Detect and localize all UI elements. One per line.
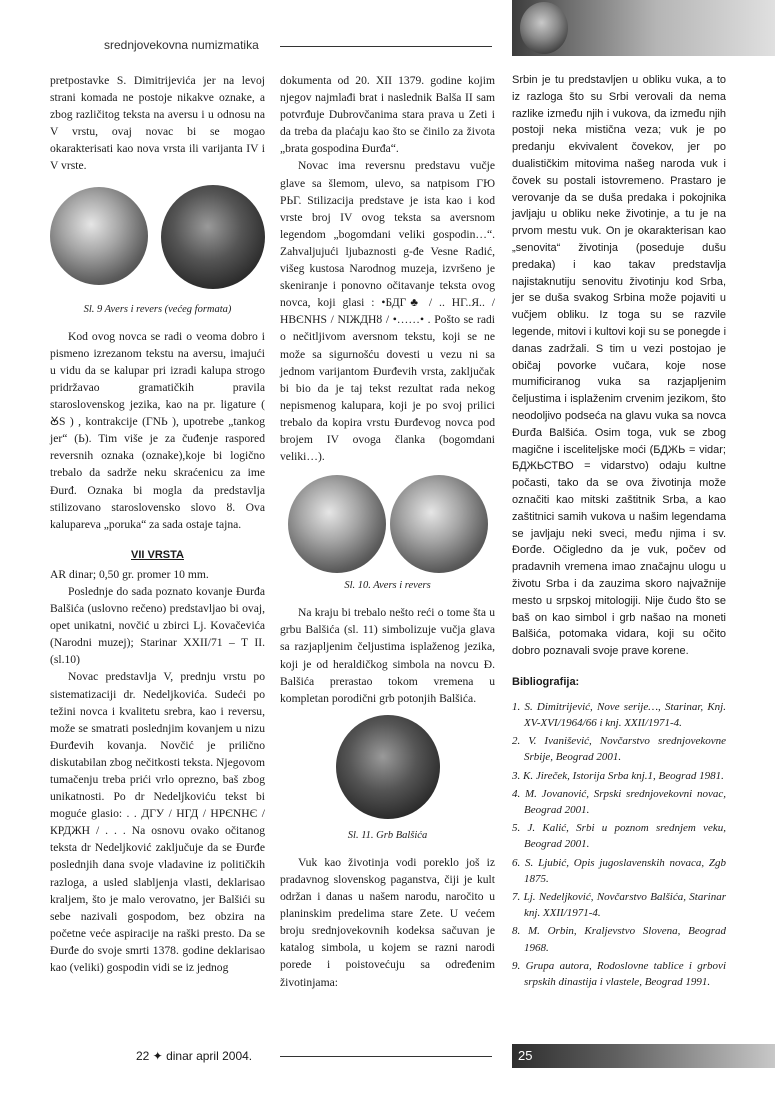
paragraph: pretpostavke S. Dimitrijevića jer na levoj strani komada ne postoje nikakve oznake, a zbog različitog teksta na aversu i u odnosu na V vrstu, ovaj novac bi se mogao okarakterisati kao nova vrsta ili varijanta IV i V vrste. <box>50 74 265 173</box>
bibliography-item: 6. S. Ljubić, Opis jugoslavenskih novaca, Zgb 1875. <box>512 856 726 885</box>
figure-caption: Sl. 11. Grb Balšića <box>347 829 428 841</box>
header-rule <box>280 46 492 47</box>
footer-rule <box>280 1056 492 1057</box>
figure-11 <box>280 711 495 823</box>
coin-revers-image <box>390 475 488 573</box>
bibliography-list <box>512 699 726 990</box>
coin-avers-image <box>288 475 386 573</box>
bibliography-item: 7. Lj. Nedeljković, Novčarstvo Balšića, Starinar knj. XXII/1971-4. <box>512 890 726 920</box>
figure-caption: Sl. 10. Avers i revers <box>344 580 431 592</box>
coin-revers-image <box>161 185 265 289</box>
paragraph: AR dinar; 0,50 gr. promer 10 mm. <box>50 567 209 581</box>
figure-9 <box>50 179 265 297</box>
paragraph: Srbin je tu predstavljen u obliku vuka, a to iz razloga što su Srbi verovali da nema razlike između njih i vukova, da između njih postoji neka mistična veza; vuk je po predanju ekvivalent čovekov, jer po dualističkim mitovima našeg naroda vuk i čovek su postali istovremeno. Prastaro je verovanje da se duša predaka i pokojnika javljaju u obliku neke životinje, a tu je na prvom mestu vuk. On je okarakterisan kao „senovita“ životinja (poseduje dušu predaka) i kao takav predstavlja najistaknutiju senovitu životinju kod Srba, jer se duša svakog Srbina može pojaviti u vučjem obliku. Iz toga su se razvile legende, mitovi i kultovi koji su se ponegde i danas zadržali. S tim u vezi postojao je običaj povorke vučara, koje nose mumificiranog vuka sa razjapljenim čeljustima i isplaženim crvenim jezikom, što neodoljivo podseća na glavu vuka sa novca Đurđa Balšića. Osim toga, vuk se zbog magične i isceliteljske moći (БДЖЬ = vidar; БДЖЬСТВО = vidarstvo) odaju kultne počasti, tako da se ova životinja može označiti kao mitski zaštitnik Srba, a kao zaštitnici samih vukova u našim legendama se javljaju neki sveci, među njima i sv. Đorđe. Očigledno da je vuk, počev od pradavnih vremena imao značajnu ulogu u životu Srba i da zauzima skoro najvažnije mesto u srpskoj mitologiji. Nije čudo što se baš on kao simbol i grb našao na moneti Balšića, potomaka vidara, koji su očito dobro poznavali svoje prave korene. <box>512 74 727 658</box>
paragraph: Na kraju bi trebalo nešto reći o tome šta u grbu Balšića (sl. 11) simbolizuje vučja glava sa razjapljenim čeljustima isplaženog jezika, koji je od heraldičkog simbola na novcu Đ. Balšića prerastao tokom vremena u kompletan porodični grb potonjih Balšića. <box>280 606 495 705</box>
figure-caption: Sl. 9 Avers i revers (većeg formata) <box>83 303 232 315</box>
bibliography-item: 9. Grupa autora, Rodoslovne tablice i grbovi srpskih dinastija i vlastele, Beograd 1991. <box>512 959 726 988</box>
column-1 <box>50 72 265 976</box>
footer-page-info: 22 ✦ dinar april 2004. <box>136 1049 253 1063</box>
paragraph: Novac predstavlja V, prednju vrstu po sistematizaciji dr. Nedeljkovića. Sudeći po težini novca i kvalitetu srebra, kao i reversu, može se smatrati poslednjim kovanjem u nizu Đurđevih kovanja. Novčić je prilično diskutabilan zbog nečitkosti teksta. Njegovom tumačenju treba prići vrlo oprezno, baš zbog unikatnosti. Po dr Nedeljkoviću tekst bi moguće glasio: . . ДГУ / НГД / НРЄNНЄ / КРДЖН / . . . Na osnovu ovako očitanog teksta dr Nedeljković zaključuje da se Đurđe poslednjih dana svoje vladavine iz političkih razloga, a usled slabljenja vlasti, deklarisao kraljem, što je malo verovatno, jer Balšići su sebe nazivali gospodom, bez obzira na početne veće aspiracije na raški presto. Da se Đurđe do svoje smrti 1378. godine deklarisao kao (veliki) gospodin vidi se iz jednog <box>50 670 265 975</box>
bibliography-heading: Bibliografija: <box>512 675 580 688</box>
column-3 <box>512 72 726 992</box>
bibliography-item: 3. K. Jireček, Istorija Srba knj.1, Beograd 1981. <box>512 769 724 782</box>
bibliography-item: 2. V. Ivanišević, Novčarstvo srednjovekovne Srbije, Beograd 2001. <box>512 735 726 764</box>
bibliography-item: 8. M. Orbin, Kraljevstvo Slovena, Beograd 1968. <box>512 925 726 954</box>
footer-band <box>512 1044 775 1068</box>
coat-of-arms-coin-image <box>336 715 440 819</box>
coin-avers-image <box>50 187 148 285</box>
paragraph: Vuk kao životinja vodi poreklo još iz pradavnog slovenskog paganstva, čiji je kult održan i danas u našem narodu, naročito u planinskim predelima stare Zete. U većem broju srednjovekovnih kodeksa sačuvan je katalog simbola, u kojem se razni narodi porede i poistovećuju sa određenim životinjama: <box>280 855 495 989</box>
page-number: 25 <box>518 1048 533 1063</box>
figure-10 <box>280 469 495 573</box>
column-2 <box>280 72 495 991</box>
section-heading: VII VRSTA <box>131 548 184 561</box>
bibliography-item: 4. M. Jovanović, Srpski srednjovekovni novac, Beograd 2001. <box>512 787 726 816</box>
header-coin-image <box>520 2 568 54</box>
paragraph: Poslednje do sada poznato kovanje Đurđa Balšića (uslovno rečeno) predstavljao bi ovaj, opet unikatni, novčić u zbirci Lj. Kovačevića (Narodni muzej); Starinar XXII/71 – T II. (sl.10) <box>50 584 265 667</box>
bibliography-item: 5. J. Kalić, Srbi u poznom srednjem veku, Beograd 2001. <box>512 822 726 851</box>
running-header: srednjovekovna numizmatika <box>104 38 259 52</box>
paragraph: Kod ovog novca se radi o veoma dobro i pismeno izrezanom tekstu na aversu, imajući u vidu da se kalupar pri izradi kalupa strogo pridržavao gramatičkih pravila staroslovenskog jezika, kao na pr. ligature ( ꙊS ) , kontrakcije (ГNЬ ), upotrebe „tankog jer“ (Ь). Tim više je za čuđenje raspored reversnih oznaka (oznake),koje bi logično trebalo da sadrže neku skraćenicu za ime Đurđ. Oznaka bi mogla da predstavlja stilizovano staroslovensko slovo ȣ. Ova kalupareva „poruka“ za sada ostaje tajna. <box>50 329 265 531</box>
bibliography-item: 1. S. Dimitrijević, Nove serije…, Starinar, Knj. XV-XVI/1964/66 i knj. XXII/1971-4. <box>512 700 726 729</box>
paragraph: Novac ima reversnu predstavu vučje glave sa šlemom, ulevo, sa natpisom ГЮ РЬГ. Stilizacija predstave je ista kao i kod vrste broj IV ovog teksta sa aversnom legendom „bogomdani veliki gospodin…“. Zahvaljujući ljubaznosti g-đe Vesne Radić, višeg kustosa Narodnog muzeja, izvršeno je skeniranje i ponovno očitavanje teksta ovog novca, koji glasi : •БДГ♣ / .. НГ..Я.. / НВЄNНS / NІЖДНȣ / •……• . Pošto se radi o nečitljivom aversnom tekstu, koji se ne može sa sigurnošću dovesti u vezu ni sa jednom varijantom Đurđevih vrsta, zaključak bi bio da je taj tekst rezultat rada nekog nepismenog kalupara, koji je po svoj prilici trebalo da kopira vrstu Đurđevog novca pod brojem IV ovoga članka (bogomdani veliki…). <box>280 159 495 464</box>
paragraph: dokumenta od 20. XII 1379. godine kojim njegov najmlađi brat i naslednik Balša II sam potvrđuje Dubrovčanima stara prava u Zeti i da treba da plaćaju kao što se činilo za života „brata gospodina Đurđa“. <box>280 74 495 156</box>
